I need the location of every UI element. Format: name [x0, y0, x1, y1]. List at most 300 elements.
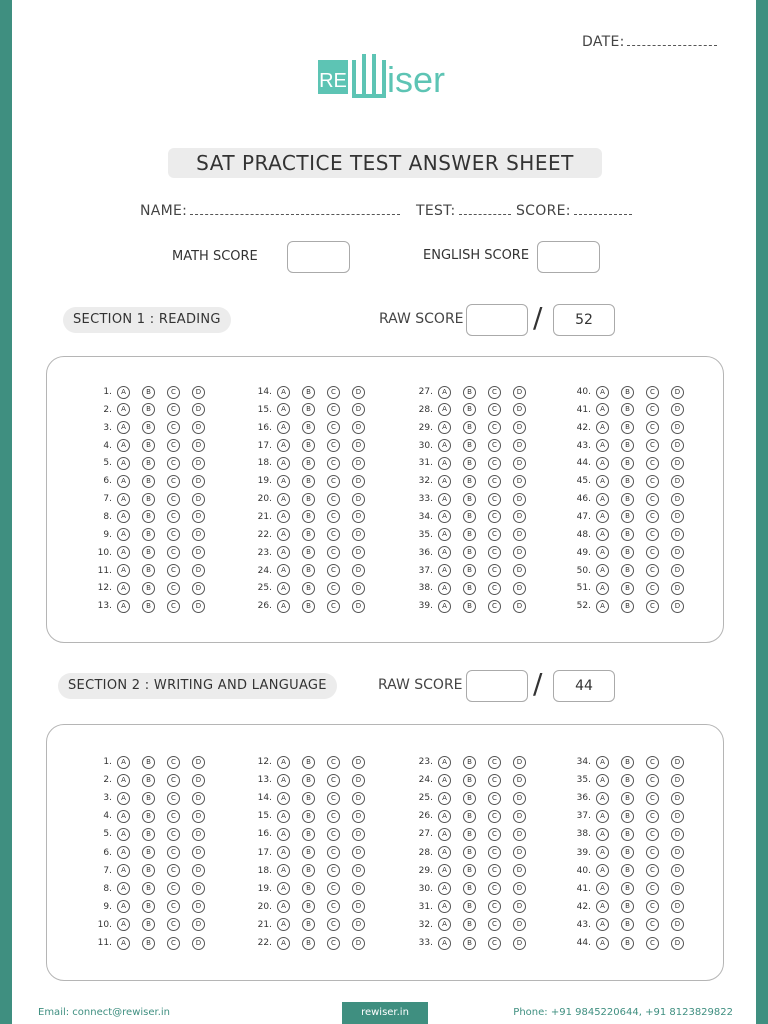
- answer-bubble-d[interactable]: D: [513, 810, 526, 823]
- answer-bubble-b[interactable]: B: [621, 386, 634, 399]
- answer-bubble-b[interactable]: B: [142, 918, 155, 931]
- answer-bubble-b[interactable]: B: [621, 457, 634, 470]
- answer-bubble-b[interactable]: B: [302, 900, 315, 913]
- answer-bubble-b[interactable]: B: [302, 439, 315, 452]
- answer-bubble-d[interactable]: D: [513, 882, 526, 895]
- answer-bubble-d[interactable]: D: [671, 774, 684, 787]
- answer-bubble-a[interactable]: A: [117, 546, 130, 559]
- answer-bubble-c[interactable]: C: [646, 810, 659, 823]
- answer-bubble-a[interactable]: A: [438, 386, 451, 399]
- answer-bubble-b[interactable]: B: [621, 828, 634, 841]
- answer-bubble-a[interactable]: A: [117, 493, 130, 506]
- answer-bubble-d[interactable]: D: [671, 828, 684, 841]
- answer-bubble-a[interactable]: A: [117, 386, 130, 399]
- answer-bubble-a[interactable]: A: [438, 510, 451, 523]
- answer-bubble-a[interactable]: A: [277, 546, 290, 559]
- answer-bubble-c[interactable]: C: [327, 600, 340, 613]
- answer-bubble-c[interactable]: C: [167, 882, 180, 895]
- answer-bubble-a[interactable]: A: [117, 756, 130, 769]
- answer-bubble-c[interactable]: C: [167, 864, 180, 877]
- answer-bubble-c[interactable]: C: [646, 918, 659, 931]
- answer-bubble-b[interactable]: B: [621, 421, 634, 434]
- answer-bubble-d[interactable]: D: [192, 918, 205, 931]
- answer-bubble-b[interactable]: B: [463, 918, 476, 931]
- answer-bubble-c[interactable]: C: [488, 600, 501, 613]
- answer-bubble-d[interactable]: D: [192, 846, 205, 859]
- answer-bubble-d[interactable]: D: [513, 457, 526, 470]
- answer-bubble-c[interactable]: C: [488, 756, 501, 769]
- answer-bubble-a[interactable]: A: [596, 386, 609, 399]
- answer-bubble-d[interactable]: D: [352, 900, 365, 913]
- answer-bubble-c[interactable]: C: [646, 564, 659, 577]
- answer-bubble-b[interactable]: B: [621, 493, 634, 506]
- answer-bubble-d[interactable]: D: [671, 918, 684, 931]
- answer-bubble-a[interactable]: A: [596, 937, 609, 950]
- answer-bubble-b[interactable]: B: [463, 546, 476, 559]
- answer-bubble-a[interactable]: A: [117, 810, 130, 823]
- answer-bubble-b[interactable]: B: [302, 774, 315, 787]
- answer-bubble-a[interactable]: A: [596, 810, 609, 823]
- answer-bubble-a[interactable]: A: [438, 882, 451, 895]
- answer-bubble-b[interactable]: B: [142, 792, 155, 805]
- answer-bubble-a[interactable]: A: [596, 564, 609, 577]
- answer-bubble-c[interactable]: C: [488, 582, 501, 595]
- answer-bubble-d[interactable]: D: [513, 528, 526, 541]
- answer-bubble-c[interactable]: C: [646, 600, 659, 613]
- answer-bubble-c[interactable]: C: [488, 386, 501, 399]
- answer-bubble-d[interactable]: D: [192, 792, 205, 805]
- answer-bubble-a[interactable]: A: [277, 421, 290, 434]
- answer-bubble-c[interactable]: C: [327, 421, 340, 434]
- answer-bubble-b[interactable]: B: [142, 528, 155, 541]
- answer-bubble-a[interactable]: A: [117, 937, 130, 950]
- answer-bubble-d[interactable]: D: [352, 403, 365, 416]
- answer-bubble-c[interactable]: C: [646, 386, 659, 399]
- answer-bubble-c[interactable]: C: [646, 403, 659, 416]
- answer-bubble-d[interactable]: D: [352, 493, 365, 506]
- answer-bubble-a[interactable]: A: [438, 493, 451, 506]
- answer-bubble-d[interactable]: D: [192, 528, 205, 541]
- answer-bubble-a[interactable]: A: [596, 439, 609, 452]
- answer-bubble-d[interactable]: D: [352, 600, 365, 613]
- answer-bubble-d[interactable]: D: [352, 846, 365, 859]
- answer-bubble-a[interactable]: A: [596, 792, 609, 805]
- answer-bubble-a[interactable]: A: [438, 846, 451, 859]
- answer-bubble-b[interactable]: B: [621, 546, 634, 559]
- answer-bubble-d[interactable]: D: [671, 937, 684, 950]
- answer-bubble-d[interactable]: D: [671, 600, 684, 613]
- answer-bubble-a[interactable]: A: [438, 600, 451, 613]
- answer-bubble-a[interactable]: A: [277, 403, 290, 416]
- answer-bubble-d[interactable]: D: [192, 457, 205, 470]
- answer-bubble-b[interactable]: B: [302, 864, 315, 877]
- answer-bubble-d[interactable]: D: [513, 510, 526, 523]
- date-field[interactable]: [582, 34, 717, 50]
- answer-bubble-d[interactable]: D: [513, 937, 526, 950]
- answer-bubble-b[interactable]: B: [142, 546, 155, 559]
- answer-bubble-a[interactable]: A: [596, 828, 609, 841]
- answer-bubble-c[interactable]: C: [646, 582, 659, 595]
- answer-bubble-c[interactable]: C: [488, 457, 501, 470]
- answer-bubble-d[interactable]: D: [671, 528, 684, 541]
- answer-bubble-c[interactable]: C: [488, 774, 501, 787]
- answer-bubble-a[interactable]: A: [117, 864, 130, 877]
- answer-bubble-a[interactable]: A: [277, 457, 290, 470]
- name-blank[interactable]: [190, 214, 400, 215]
- answer-bubble-b[interactable]: B: [621, 882, 634, 895]
- date-blank[interactable]: [627, 45, 717, 46]
- answer-bubble-a[interactable]: A: [277, 774, 290, 787]
- answer-bubble-b[interactable]: B: [302, 510, 315, 523]
- answer-bubble-d[interactable]: D: [352, 421, 365, 434]
- answer-bubble-d[interactable]: D: [192, 600, 205, 613]
- answer-bubble-c[interactable]: C: [488, 510, 501, 523]
- footer-email[interactable]: Email: connect@rewiser.in: [38, 1007, 171, 1018]
- answer-bubble-a[interactable]: A: [438, 564, 451, 577]
- answer-bubble-d[interactable]: D: [513, 386, 526, 399]
- answer-bubble-a[interactable]: A: [596, 510, 609, 523]
- answer-bubble-b[interactable]: B: [463, 421, 476, 434]
- answer-bubble-c[interactable]: C: [167, 810, 180, 823]
- answer-bubble-c[interactable]: C: [167, 475, 180, 488]
- answer-bubble-b[interactable]: B: [302, 457, 315, 470]
- answer-bubble-b[interactable]: B: [302, 564, 315, 577]
- answer-bubble-d[interactable]: D: [671, 756, 684, 769]
- answer-bubble-a[interactable]: A: [117, 900, 130, 913]
- answer-bubble-a[interactable]: A: [117, 792, 130, 805]
- answer-bubble-b[interactable]: B: [302, 546, 315, 559]
- answer-bubble-b[interactable]: B: [463, 582, 476, 595]
- answer-bubble-b[interactable]: B: [463, 756, 476, 769]
- answer-bubble-a[interactable]: A: [438, 546, 451, 559]
- answer-bubble-c[interactable]: C: [646, 439, 659, 452]
- answer-bubble-a[interactable]: A: [277, 386, 290, 399]
- answer-bubble-a[interactable]: A: [438, 457, 451, 470]
- answer-bubble-d[interactable]: D: [671, 403, 684, 416]
- answer-bubble-b[interactable]: B: [621, 846, 634, 859]
- answer-bubble-c[interactable]: C: [327, 439, 340, 452]
- answer-bubble-d[interactable]: D: [671, 582, 684, 595]
- answer-bubble-a[interactable]: A: [117, 582, 130, 595]
- answer-bubble-d[interactable]: D: [192, 774, 205, 787]
- answer-bubble-b[interactable]: B: [142, 493, 155, 506]
- answer-bubble-a[interactable]: A: [596, 403, 609, 416]
- answer-bubble-c[interactable]: C: [488, 439, 501, 452]
- answer-bubble-a[interactable]: A: [438, 475, 451, 488]
- answer-bubble-d[interactable]: D: [513, 792, 526, 805]
- section-2-raw-score-box[interactable]: [466, 670, 528, 702]
- answer-bubble-b[interactable]: B: [142, 386, 155, 399]
- answer-bubble-a[interactable]: A: [277, 864, 290, 877]
- answer-bubble-b[interactable]: B: [142, 475, 155, 488]
- answer-bubble-a[interactable]: A: [277, 582, 290, 595]
- answer-bubble-c[interactable]: C: [327, 582, 340, 595]
- answer-bubble-b[interactable]: B: [621, 792, 634, 805]
- answer-bubble-d[interactable]: D: [513, 546, 526, 559]
- answer-bubble-d[interactable]: D: [352, 828, 365, 841]
- answer-bubble-c[interactable]: C: [488, 546, 501, 559]
- answer-bubble-a[interactable]: A: [438, 864, 451, 877]
- answer-bubble-c[interactable]: C: [488, 846, 501, 859]
- answer-bubble-b[interactable]: B: [463, 493, 476, 506]
- answer-bubble-c[interactable]: C: [167, 756, 180, 769]
- name-field[interactable]: [140, 203, 400, 219]
- answer-bubble-d[interactable]: D: [192, 882, 205, 895]
- answer-bubble-d[interactable]: D: [671, 864, 684, 877]
- answer-bubble-d[interactable]: D: [192, 439, 205, 452]
- answer-bubble-c[interactable]: C: [488, 792, 501, 805]
- answer-bubble-a[interactable]: A: [277, 900, 290, 913]
- answer-bubble-a[interactable]: A: [277, 756, 290, 769]
- answer-bubble-d[interactable]: D: [352, 546, 365, 559]
- answer-bubble-a[interactable]: A: [438, 582, 451, 595]
- answer-bubble-a[interactable]: A: [117, 882, 130, 895]
- answer-bubble-d[interactable]: D: [352, 882, 365, 895]
- answer-bubble-b[interactable]: B: [463, 439, 476, 452]
- answer-bubble-b[interactable]: B: [463, 846, 476, 859]
- answer-bubble-a[interactable]: A: [277, 600, 290, 613]
- answer-bubble-a[interactable]: A: [596, 900, 609, 913]
- answer-bubble-c[interactable]: C: [646, 421, 659, 434]
- answer-bubble-b[interactable]: B: [463, 475, 476, 488]
- answer-bubble-d[interactable]: D: [513, 828, 526, 841]
- answer-bubble-d[interactable]: D: [352, 510, 365, 523]
- answer-bubble-d[interactable]: D: [513, 493, 526, 506]
- answer-bubble-c[interactable]: C: [488, 900, 501, 913]
- answer-bubble-c[interactable]: C: [488, 421, 501, 434]
- answer-bubble-b[interactable]: B: [302, 846, 315, 859]
- answer-bubble-b[interactable]: B: [302, 882, 315, 895]
- answer-bubble-b[interactable]: B: [142, 810, 155, 823]
- answer-bubble-d[interactable]: D: [513, 918, 526, 931]
- answer-bubble-a[interactable]: A: [117, 774, 130, 787]
- answer-bubble-b[interactable]: B: [142, 403, 155, 416]
- answer-bubble-a[interactable]: A: [117, 510, 130, 523]
- answer-bubble-b[interactable]: B: [142, 439, 155, 452]
- answer-bubble-c[interactable]: C: [167, 439, 180, 452]
- answer-bubble-c[interactable]: C: [646, 475, 659, 488]
- answer-bubble-b[interactable]: B: [621, 756, 634, 769]
- answer-bubble-a[interactable]: A: [277, 439, 290, 452]
- answer-bubble-d[interactable]: D: [192, 421, 205, 434]
- answer-bubble-b[interactable]: B: [142, 582, 155, 595]
- answer-bubble-b[interactable]: B: [463, 882, 476, 895]
- answer-bubble-d[interactable]: D: [671, 457, 684, 470]
- answer-bubble-a[interactable]: A: [277, 564, 290, 577]
- answer-bubble-b[interactable]: B: [142, 828, 155, 841]
- answer-bubble-b[interactable]: B: [621, 600, 634, 613]
- answer-bubble-c[interactable]: C: [488, 937, 501, 950]
- answer-bubble-b[interactable]: B: [302, 792, 315, 805]
- answer-bubble-b[interactable]: B: [463, 828, 476, 841]
- answer-bubble-b[interactable]: B: [463, 564, 476, 577]
- answer-bubble-a[interactable]: A: [277, 475, 290, 488]
- answer-bubble-c[interactable]: C: [327, 403, 340, 416]
- answer-bubble-c[interactable]: C: [646, 457, 659, 470]
- answer-bubble-c[interactable]: C: [167, 582, 180, 595]
- answer-bubble-a[interactable]: A: [438, 900, 451, 913]
- answer-bubble-c[interactable]: C: [167, 493, 180, 506]
- answer-bubble-b[interactable]: B: [463, 386, 476, 399]
- answer-bubble-a[interactable]: A: [117, 564, 130, 577]
- answer-bubble-b[interactable]: B: [621, 810, 634, 823]
- answer-bubble-c[interactable]: C: [646, 510, 659, 523]
- answer-bubble-d[interactable]: D: [192, 493, 205, 506]
- answer-bubble-a[interactable]: A: [596, 582, 609, 595]
- answer-bubble-c[interactable]: C: [646, 828, 659, 841]
- answer-bubble-d[interactable]: D: [513, 403, 526, 416]
- answer-bubble-a[interactable]: A: [117, 421, 130, 434]
- answer-bubble-c[interactable]: C: [167, 403, 180, 416]
- answer-bubble-a[interactable]: A: [117, 439, 130, 452]
- answer-bubble-c[interactable]: C: [646, 774, 659, 787]
- answer-bubble-b[interactable]: B: [142, 564, 155, 577]
- answer-bubble-b[interactable]: B: [142, 600, 155, 613]
- answer-bubble-a[interactable]: A: [277, 918, 290, 931]
- answer-bubble-d[interactable]: D: [671, 439, 684, 452]
- answer-bubble-c[interactable]: C: [167, 937, 180, 950]
- answer-bubble-b[interactable]: B: [463, 792, 476, 805]
- answer-bubble-b[interactable]: B: [463, 937, 476, 950]
- answer-bubble-c[interactable]: C: [167, 457, 180, 470]
- answer-bubble-b[interactable]: B: [621, 564, 634, 577]
- answer-bubble-d[interactable]: D: [352, 864, 365, 877]
- answer-bubble-c[interactable]: C: [646, 937, 659, 950]
- answer-bubble-b[interactable]: B: [463, 528, 476, 541]
- answer-bubble-b[interactable]: B: [302, 475, 315, 488]
- answer-bubble-c[interactable]: C: [646, 493, 659, 506]
- answer-bubble-a[interactable]: A: [117, 403, 130, 416]
- answer-bubble-b[interactable]: B: [302, 756, 315, 769]
- answer-bubble-a[interactable]: A: [438, 792, 451, 805]
- answer-bubble-c[interactable]: C: [167, 918, 180, 931]
- answer-bubble-d[interactable]: D: [671, 882, 684, 895]
- answer-bubble-a[interactable]: A: [117, 846, 130, 859]
- answer-bubble-c[interactable]: C: [646, 864, 659, 877]
- answer-bubble-c[interactable]: C: [488, 918, 501, 931]
- answer-bubble-a[interactable]: A: [277, 810, 290, 823]
- answer-bubble-b[interactable]: B: [621, 475, 634, 488]
- answer-bubble-a[interactable]: A: [596, 882, 609, 895]
- answer-bubble-b[interactable]: B: [302, 403, 315, 416]
- section-1-raw-score-box[interactable]: [466, 304, 528, 336]
- answer-bubble-d[interactable]: D: [513, 600, 526, 613]
- answer-bubble-b[interactable]: B: [463, 810, 476, 823]
- answer-bubble-d[interactable]: D: [352, 439, 365, 452]
- answer-bubble-a[interactable]: A: [277, 828, 290, 841]
- answer-bubble-c[interactable]: C: [488, 864, 501, 877]
- answer-bubble-c[interactable]: C: [327, 510, 340, 523]
- answer-bubble-a[interactable]: A: [277, 510, 290, 523]
- answer-bubble-a[interactable]: A: [596, 918, 609, 931]
- answer-bubble-b[interactable]: B: [142, 421, 155, 434]
- answer-bubble-a[interactable]: A: [277, 846, 290, 859]
- footer-website[interactable]: rewiser.in: [342, 1002, 428, 1024]
- answer-bubble-d[interactable]: D: [352, 386, 365, 399]
- answer-bubble-b[interactable]: B: [302, 810, 315, 823]
- answer-bubble-d[interactable]: D: [671, 546, 684, 559]
- answer-bubble-c[interactable]: C: [167, 828, 180, 841]
- test-field[interactable]: [416, 203, 511, 219]
- answer-bubble-c[interactable]: C: [646, 756, 659, 769]
- answer-bubble-c[interactable]: C: [167, 900, 180, 913]
- score-field[interactable]: [516, 203, 632, 219]
- answer-bubble-d[interactable]: D: [513, 475, 526, 488]
- answer-bubble-d[interactable]: D: [513, 582, 526, 595]
- answer-bubble-c[interactable]: C: [167, 600, 180, 613]
- answer-bubble-b[interactable]: B: [142, 864, 155, 877]
- answer-bubble-a[interactable]: A: [277, 792, 290, 805]
- answer-bubble-d[interactable]: D: [352, 564, 365, 577]
- answer-bubble-b[interactable]: B: [302, 421, 315, 434]
- answer-bubble-a[interactable]: A: [117, 828, 130, 841]
- answer-bubble-d[interactable]: D: [352, 792, 365, 805]
- answer-bubble-d[interactable]: D: [192, 810, 205, 823]
- answer-bubble-a[interactable]: A: [117, 457, 130, 470]
- answer-bubble-d[interactable]: D: [671, 475, 684, 488]
- answer-bubble-b[interactable]: B: [621, 528, 634, 541]
- answer-bubble-d[interactable]: D: [192, 475, 205, 488]
- answer-bubble-c[interactable]: C: [167, 846, 180, 859]
- answer-bubble-b[interactable]: B: [621, 439, 634, 452]
- answer-bubble-c[interactable]: C: [327, 810, 340, 823]
- answer-bubble-c[interactable]: C: [167, 792, 180, 805]
- answer-bubble-d[interactable]: D: [352, 810, 365, 823]
- answer-bubble-d[interactable]: D: [513, 864, 526, 877]
- answer-bubble-a[interactable]: A: [438, 439, 451, 452]
- answer-bubble-d[interactable]: D: [513, 421, 526, 434]
- answer-bubble-a[interactable]: A: [117, 600, 130, 613]
- answer-bubble-a[interactable]: A: [596, 421, 609, 434]
- answer-bubble-b[interactable]: B: [142, 510, 155, 523]
- answer-bubble-c[interactable]: C: [327, 828, 340, 841]
- answer-bubble-a[interactable]: A: [596, 528, 609, 541]
- answer-bubble-d[interactable]: D: [352, 918, 365, 931]
- answer-bubble-c[interactable]: C: [167, 528, 180, 541]
- answer-bubble-b[interactable]: B: [302, 600, 315, 613]
- answer-bubble-b[interactable]: B: [142, 756, 155, 769]
- answer-bubble-b[interactable]: B: [621, 510, 634, 523]
- answer-bubble-c[interactable]: C: [327, 546, 340, 559]
- answer-bubble-c[interactable]: C: [488, 475, 501, 488]
- answer-bubble-b[interactable]: B: [621, 900, 634, 913]
- answer-bubble-c[interactable]: C: [327, 918, 340, 931]
- answer-bubble-d[interactable]: D: [192, 403, 205, 416]
- answer-bubble-c[interactable]: C: [488, 564, 501, 577]
- answer-bubble-b[interactable]: B: [621, 937, 634, 950]
- answer-bubble-c[interactable]: C: [646, 792, 659, 805]
- answer-bubble-d[interactable]: D: [192, 937, 205, 950]
- answer-bubble-c[interactable]: C: [646, 528, 659, 541]
- answer-bubble-d[interactable]: D: [192, 582, 205, 595]
- answer-bubble-d[interactable]: D: [513, 564, 526, 577]
- answer-bubble-a[interactable]: A: [277, 882, 290, 895]
- answer-bubble-a[interactable]: A: [438, 918, 451, 931]
- answer-bubble-b[interactable]: B: [463, 864, 476, 877]
- answer-bubble-b[interactable]: B: [463, 403, 476, 416]
- answer-bubble-c[interactable]: C: [327, 528, 340, 541]
- answer-bubble-d[interactable]: D: [352, 582, 365, 595]
- answer-bubble-c[interactable]: C: [327, 756, 340, 769]
- answer-bubble-a[interactable]: A: [117, 918, 130, 931]
- answer-bubble-a[interactable]: A: [117, 528, 130, 541]
- answer-bubble-c[interactable]: C: [167, 546, 180, 559]
- answer-bubble-c[interactable]: C: [327, 900, 340, 913]
- answer-bubble-b[interactable]: B: [621, 864, 634, 877]
- answer-bubble-a[interactable]: A: [596, 493, 609, 506]
- answer-bubble-b[interactable]: B: [142, 937, 155, 950]
- answer-bubble-d[interactable]: D: [192, 546, 205, 559]
